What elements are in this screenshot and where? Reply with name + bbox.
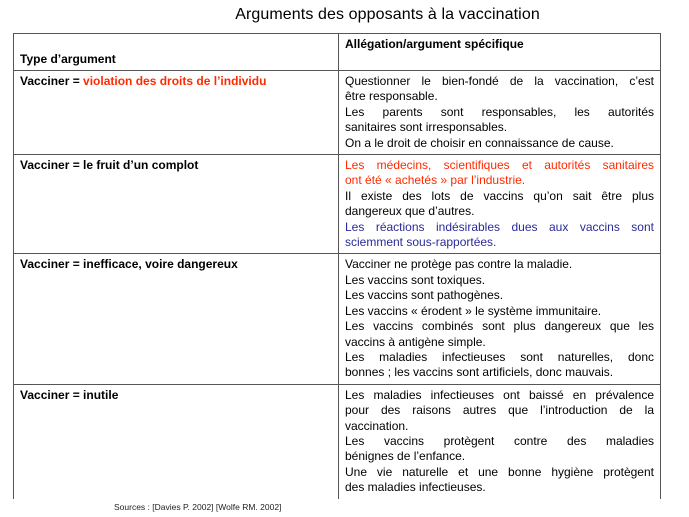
allegation-line: Les maladies infectieuses ont baissé en prévalence [345,387,654,402]
allegation-line: pour des raisons autres que l’introduction de la [345,403,654,418]
allegation-cell [339,254,661,384]
allegation-line: Il existe des lots de vaccins qu’on sait être plus [345,188,654,203]
allegation-line: vaccins à antigène simple. [345,334,486,349]
allegation-cell [339,71,661,155]
allegation-line: bénignes de l’enfance. [345,449,466,464]
allegation-line: Les vaccins sont toxiques. [345,272,486,287]
sources-footnote: Sources : [Davies P. 2002] [Wolfe RM. 2002] [114,502,282,512]
allegation-line: sanitaires sont irresponsables. [345,120,508,135]
allegation-line: être responsable. [345,89,438,104]
allegation-line: Les vaccins protègent contre des maladies [345,433,654,448]
page-title-text: Arguments des opposants à la vaccination [235,6,540,23]
allegation-line: Les vaccins « érodent » le système immunitaire. [345,303,602,318]
table-row [14,384,661,498]
allegation-line: des maladies infectieuses. [345,480,486,495]
allegation-line: Les maladies infectieuses sont naturelles, donc [345,349,654,364]
argument-prefix: Vacciner = [20,74,84,88]
allegation-line: Questionner le bien-fondé de la vaccination, c’est [345,74,654,88]
allegation-line: sciemment sous-rapportées. [345,235,497,250]
allegation-line: Vacciner ne protège pas contre la maladie. [345,257,573,272]
header-type-argument: Type d’argument [14,34,339,71]
table-header-row [14,34,661,71]
argument-type-cell: Vacciner = inutile [14,384,339,498]
allegation-line: dangereux que d’autres. [345,204,475,219]
arguments-table [13,33,661,499]
allegation-line: vaccination. [345,418,409,433]
allegation-line: Les médecins, scientifiques et autorités sanitaires [345,158,654,173]
argument-type-cell: Vacciner = le fruit d’un complot [14,155,339,254]
argument-type-cell: Vacciner = inefficace, voire dangereux [14,254,339,384]
header-allegation: Allégation/argument spécifique [339,34,661,71]
allegation-cell [339,384,661,498]
allegation-line: Les réactions indésirables dues aux vaccins sont [345,219,654,234]
allegation-line: ont été « achetés » par l’industrie. [345,173,526,188]
allegation-line: Les vaccins combinés sont plus dangereux que les [345,319,654,334]
allegation-line: bonnes ; les vaccins sont artificiels, donc mauvais. [345,365,614,380]
allegation-line: Les vaccins sont pathogènes. [345,288,504,303]
allegation-line: On a le droit de choisir en connaissance de cause. [345,135,614,150]
argument-highlight: violation des droits de l’individu [83,74,267,88]
table-row [14,254,661,384]
table-row [14,155,661,254]
allegation-line: Les parents sont responsables, les autorités [345,104,654,119]
allegation-line: Une vie naturelle et une bonne hygiène protègent [345,464,654,479]
table-row [14,71,661,155]
argument-type-cell [14,71,339,155]
allegation-cell [339,155,661,254]
page-title [0,6,689,24]
